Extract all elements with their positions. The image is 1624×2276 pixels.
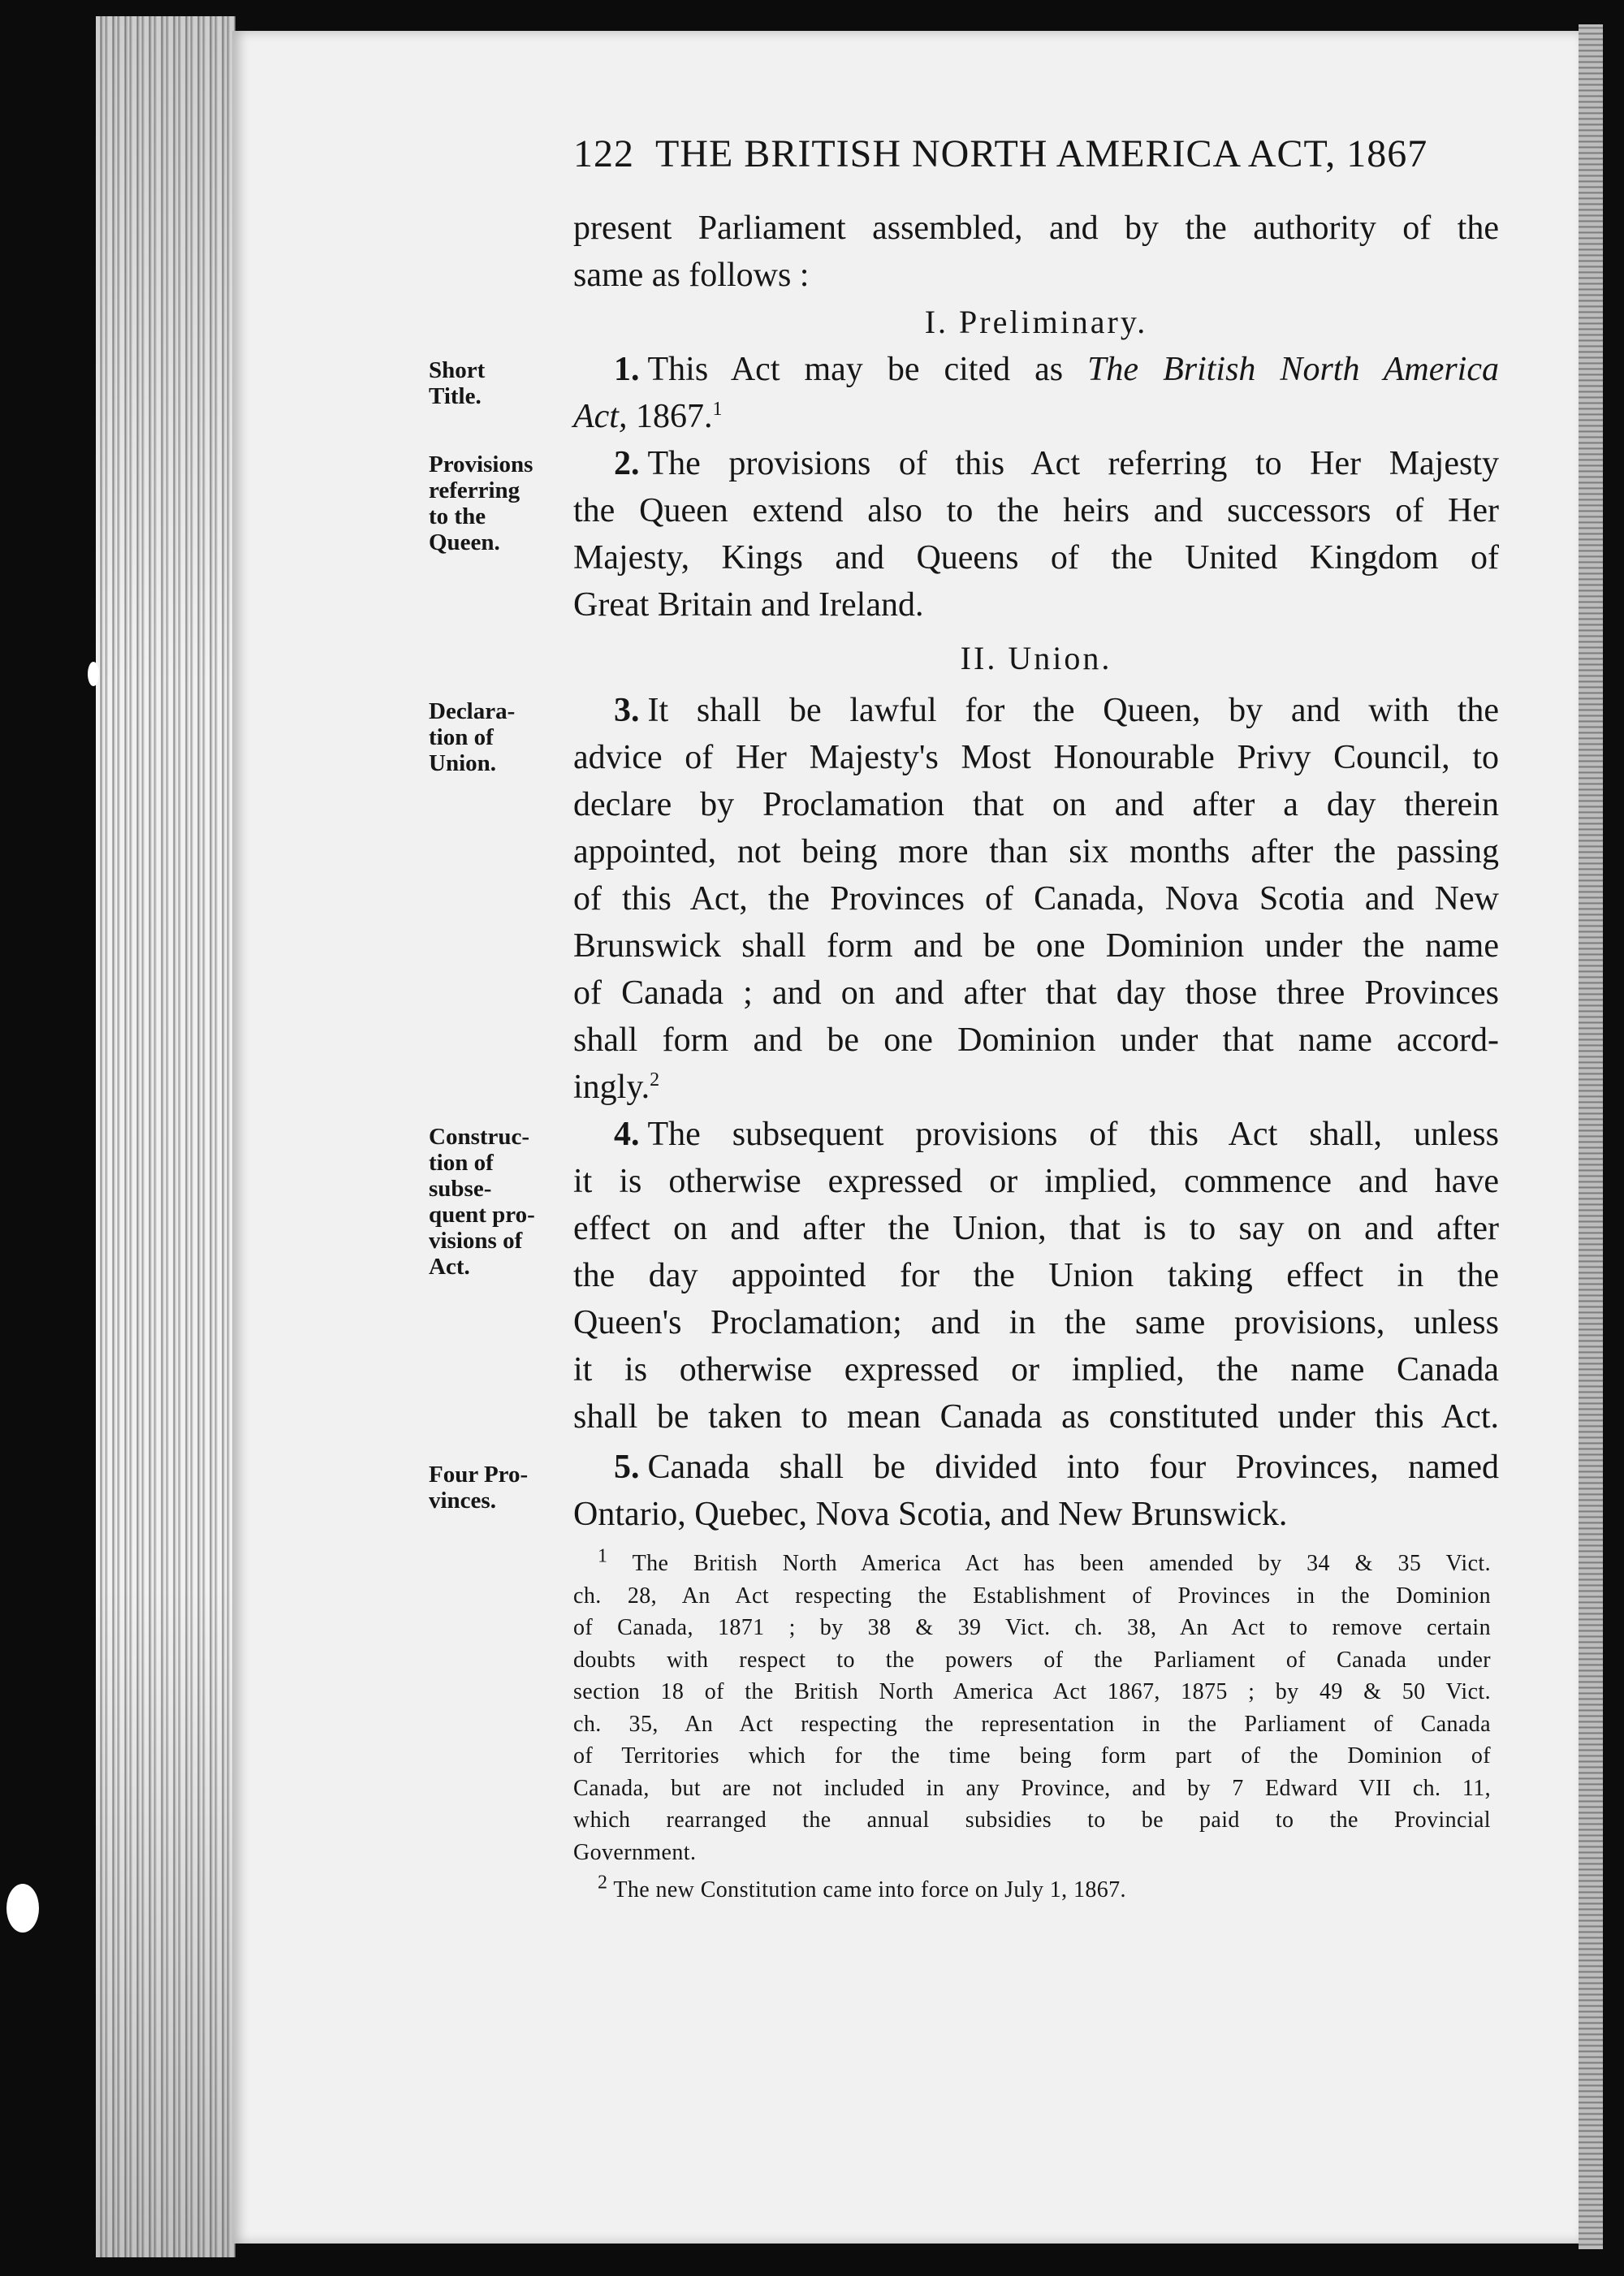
right-page-edge [1579,24,1603,2249]
footnote-1-line: ch. 28, An Act respecting the Establishment of Provinces in the Dominion [573,1583,1491,1609]
section-3-line: of Canada ; and on and after that day those three Provinces [573,974,1499,1012]
footnote-mark: 1 [598,1545,608,1567]
footnote-1-line: Government. [573,1840,697,1865]
section-3-line: advice of Her Majesty's Most Honourable Privy Council, to [573,739,1499,776]
footnote-mark: 2 [598,1872,608,1894]
section-number: 2. [614,445,640,482]
section-4-line: it is otherwise expressed or implied, commence and have [573,1163,1499,1200]
section-3-line: appointed, not being more than six months after the passing [573,833,1499,870]
footnote-1-line: Canada, but are not included in any Province, and by 7 Edward VII ch. 11, [573,1776,1491,1801]
section-text: ingly. [573,1069,650,1106]
running-header [573,132,1499,176]
footnote-ref: 2 [650,1069,660,1090]
act-title-italic: The British North America [1087,351,1499,388]
margin-note-line: Union. [429,750,497,776]
part-heading-preliminary: I. Preliminary. [924,304,1148,340]
edge-shadow [96,16,235,2257]
section-3-line [573,1064,1499,1111]
footnote-1-line: of Territories which for the time being form part of the Dominion of [573,1743,1491,1769]
section-1-line [573,346,1499,393]
section-2-line: Majesty, Kings and Queens of the United Kingdom of [573,539,1499,577]
footnote-text: The British North America Act has been amended by 34 & 35 Vict. [632,1551,1491,1576]
footnote-text: The new Constitution came into force on July 1, 1867. [613,1877,1126,1902]
margin-note-line: tion of [429,724,494,750]
section-text: This Act may be cited as [647,351,1088,388]
section-number: 5. [614,1449,640,1486]
part-heading-union: II. Union. [960,640,1112,676]
intro-line: present Parliament assembled, and by the authority of the [573,209,1499,247]
margin-note-line: Title. [429,383,482,409]
section-number: 1. [614,351,640,388]
intro-line: same as follows : [573,257,810,294]
section-5-line [573,1444,1499,1491]
margin-note-line: quent pro- [429,1202,535,1228]
footnote-ref: 1 [712,399,723,420]
section-text: The provisions of this Act referring to Her Majesty [647,445,1499,482]
margin-note-four-provinces [429,1462,567,1514]
footnote-1-line: ch. 35, An Act respecting the representation in the Parliament of Canada [573,1712,1491,1737]
margin-note-line: Queen. [429,529,500,555]
section-5-line: Ontario, Quebec, Nova Scotia, and New Brunswick. [573,1496,1288,1533]
margin-note-line: visions of [429,1228,523,1254]
margin-note-line: vinces. [429,1488,496,1514]
margin-note-line: Declara- [429,698,516,724]
section-2-line: the Queen extend also to the heirs and successors of Her [573,492,1499,529]
section-4-line: Queen's Proclamation; and in the same provisions, unless [573,1304,1499,1341]
section-3-line [573,687,1499,734]
section-4-line: the day appointed for the Union taking effect in the [573,1257,1499,1294]
section-4-line: it is otherwise expressed or implied, the name Canada [573,1351,1499,1388]
section-4-line: shall be taken to mean Canada as constituted under this Act. [573,1398,1499,1436]
margin-note-line: Act. [429,1254,470,1280]
margin-note-declaration [429,698,567,776]
section-3-line: declare by Proclamation that on and after a day therein [573,786,1499,823]
footnote-1-line: of Canada, 1871 ; by 38 & 39 Vict. ch. 38, An Act to remove certain [573,1615,1491,1640]
section-2-line [573,440,1499,487]
section-3-line: of this Act, the Provinces of Canada, Nova Scotia and New [573,880,1499,918]
margin-note-provisions [429,451,567,555]
margin-note-line: referring [429,477,520,503]
paper-speck [6,1884,39,1933]
section-text: The subsequent provisions of this Act shall, unless [647,1116,1499,1153]
page-number: 122 [573,132,634,175]
section-1-line [573,393,1499,440]
section-4-line [573,1111,1499,1158]
section-text: 1867. [627,398,713,435]
margin-note-line: Four Pro- [429,1462,529,1488]
section-3-line: shall form and be one Dominion under that name accord- [573,1021,1499,1059]
margin-note-line: Provisions [429,451,533,477]
margin-note-short-title [429,357,567,409]
running-title: THE BRITISH NORTH AMERICA ACT, 1867 [655,132,1428,175]
margin-note-line: subse- [429,1176,492,1202]
paper-speck [88,662,99,686]
margin-note-line: to the [429,503,486,529]
margin-note-line: tion of [429,1150,494,1176]
section-number: 4. [614,1116,640,1153]
footnote-1-line [598,1545,1491,1580]
section-2-line: Great Britain and Ireland. [573,586,924,624]
footnote-2-line [598,1874,1491,1907]
section-text: It shall be lawful for the Queen, by and with the [647,692,1499,729]
section-number: 3. [614,692,640,729]
margin-note-line: Construc- [429,1124,530,1150]
margin-note-construction [429,1124,567,1280]
section-text: Canada shall be divided into four Provinces, named [647,1449,1499,1486]
margin-note-line: Short [429,357,486,383]
section-4-line: effect on and after the Union, that is to say on and after [573,1210,1499,1247]
footnote-1-line: doubts with respect to the powers of the Parliament of Canada under [573,1648,1491,1673]
act-title-italic: Act, [573,398,628,435]
section-3-line: Brunswick shall form and be one Dominion under the name [573,927,1499,965]
footnote-1-line: which rearranged the annual subsidies to be paid to the Provincial [573,1807,1491,1833]
footnote-1-line: section 18 of the British North America Act 1867, 1875 ; by 49 & 50 Vict. [573,1679,1491,1704]
